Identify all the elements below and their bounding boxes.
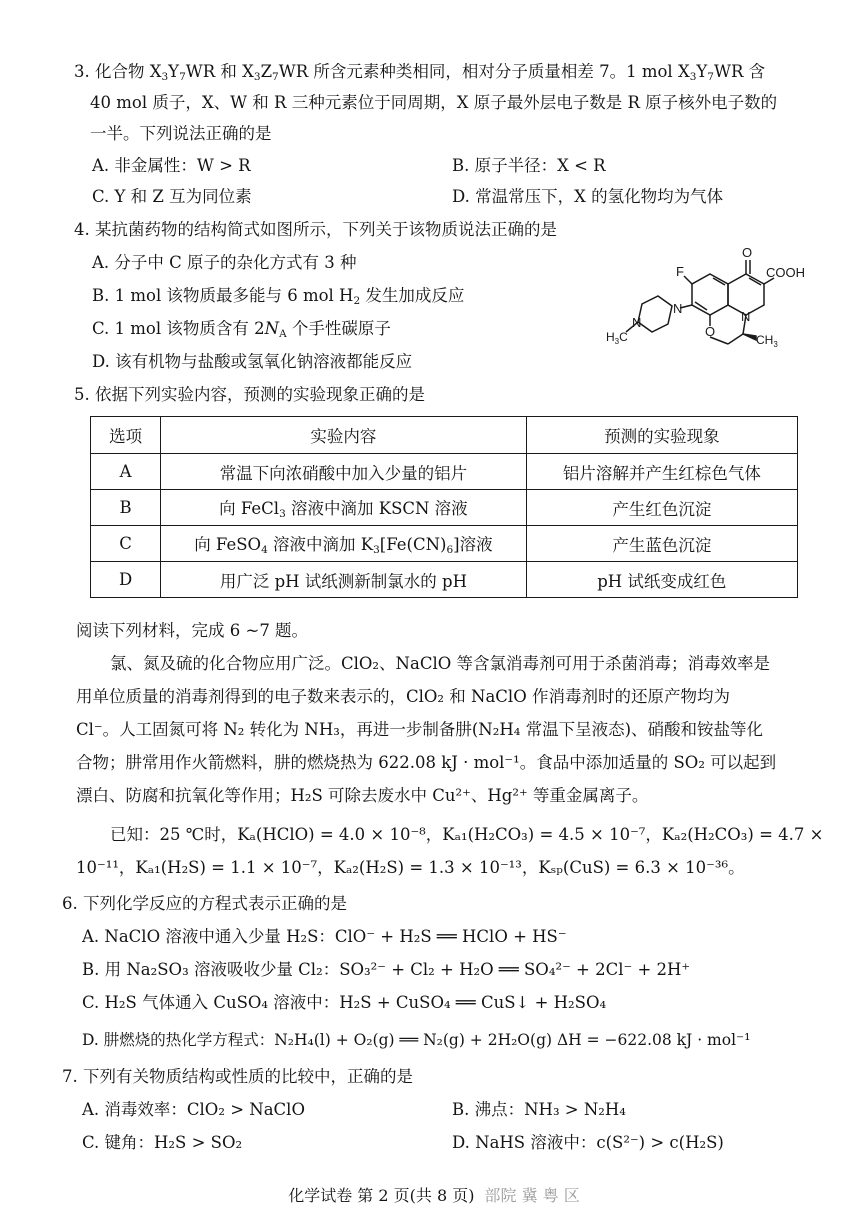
table-header-cell: 选项: [91, 417, 161, 454]
svg-text:N: N: [632, 315, 642, 330]
q4-option-b: B. 1 mol 该物质最多能与 6 mol $H_2$ 发生加成反应: [92, 286, 465, 307]
reading-constants-line: 已知：25 ℃时，Kₐ(HClO) = 4.0 × 10⁻⁸，Kₐ₁(H₂CO₃) = 4.5 × 10⁻⁷，Kₐ₂(H₂CO₃) = 4.7 ×: [110, 825, 824, 844]
q7-option-b: B. 沸点：NH₃ > N₂H₄: [452, 1100, 626, 1119]
footer-page-label: 化学试卷 第 2 页(共 8 页): [288, 1186, 475, 1205]
table-cell-content: 向 FeCl$_3$ 溶液中滴加 KSCN 溶液: [161, 490, 526, 526]
table-cell-content: 用广泛 pH 试纸测新制氯水的 pH: [161, 562, 526, 598]
q4-option-a: A. 分子中 C 原子的杂化方式有 3 种: [92, 253, 357, 272]
table-header-row: [91, 417, 798, 454]
q7-option-a: A. 消毒效率：ClO₂ > NaClO: [82, 1100, 305, 1119]
svg-text:N: N: [673, 301, 683, 316]
q7-option-c: C. 键角：H₂S > SO₂: [82, 1133, 243, 1152]
reading-paragraph-line: 漂白、防腐和抗氧化等作用；H₂S 可除去废水中 Cu²⁺、Hg²⁺ 等重金属离子。: [76, 786, 649, 805]
q3-option-b: B. 原子半径：X < R: [452, 156, 606, 175]
q3-stem-line1: 3. 化合物 $X_3Y_7WR$ 和 $X_3Z_7WR$ 所含元素种类相同，相对分子质量相差 7。1 mol $X_3Y_7WR$ 含: [74, 62, 766, 83]
q6-option-c: C. H₂S 气体通入 CuSO₄ 溶液中：H₂S + CuSO₄ ══ CuS↓ + H₂SO₄: [82, 993, 607, 1012]
svg-text:CH3: $CH_3$: [756, 333, 778, 349]
table-cell-phenomenon: 铝片溶解并产生红棕色气体: [526, 454, 797, 490]
page-footer: [0, 1183, 868, 1206]
q3-option-a: A. 非金属性：W > R: [92, 156, 251, 175]
q7-stem: 7. 下列有关物质结构或性质的比较中，正确的是: [62, 1067, 413, 1086]
q4-option-d: D. 该有机物与盐酸或氢氧化钠溶液都能反应: [92, 352, 413, 371]
q6-option-b: B. 用 Na₂SO₃ 溶液吸收少量 Cl₂：SO₃²⁻ + Cl₂ + H₂O ══ SO₄²⁻ + 2Cl⁻ + 2H⁺: [82, 960, 691, 979]
svg-text:H3C: $H_3C$: [606, 330, 628, 346]
molecule-structure: [600, 244, 810, 352]
reading-paragraph-line: 氯、氮及硫的化合物应用广泛。ClO₂、NaClO 等含氯消毒剂可用于杀菌消毒；消毒效率是: [110, 654, 770, 673]
table-row: [91, 526, 798, 562]
q4-option-c: C. 1 mol 该物质含有 $2N_A$ 个手性碳原子: [92, 319, 391, 340]
table-header-cell: 预测的实验现象: [526, 417, 797, 454]
reading-paragraph-line: 用单位质量的消毒剂得到的电子数来表示的，ClO₂ 和 NaClO 作消毒剂时的还原产物均为: [76, 687, 730, 706]
table-header-cell: 实验内容: [161, 417, 526, 454]
table-cell-content: 常温下向浓硝酸中加入少量的铝片: [161, 454, 526, 490]
q3-stem-line3: 一半。下列说法正确的是: [90, 124, 272, 143]
table-cell-option: B: [91, 490, 161, 526]
q5-experiment-table: [90, 416, 798, 598]
svg-text:O: O: [705, 324, 716, 339]
table-row: [91, 454, 798, 490]
svg-text:O: O: [742, 245, 753, 260]
q3-stem-line2: 40 mol 质子，X、W 和 R 三种元素位于同周期，X 原子最外层电子数是 R 原子核外电子数的: [90, 93, 778, 112]
table-cell-content: 向 FeSO$_4$ 溶液中滴加 $K_3[Fe(CN)_6]$溶液: [161, 526, 526, 562]
table-cell-phenomenon: 产生蓝色沉淀: [526, 526, 797, 562]
q4-stem: 4. 某抗菌药物的结构简式如图所示，下列关于该物质说法正确的是: [74, 220, 557, 239]
table-cell-phenomenon: pH 试纸变成红色: [526, 562, 797, 598]
table-row: [91, 490, 798, 526]
q7-option-d: D. NaHS 溶液中：c(S²⁻) > c(H₂S): [452, 1133, 724, 1152]
q6-option-a: A. NaClO 溶液中通入少量 H₂S：ClO⁻ + H₂S ══ HClO + HS⁻: [82, 927, 567, 946]
table-row: [91, 562, 798, 598]
q5-stem: 5. 依据下列实验内容，预测的实验现象正确的是: [74, 385, 425, 404]
reading-paragraph-line: 合物；肼常用作火箭燃料，肼的燃烧热为 622.08 kJ · mol⁻¹。食品中添加适量的 SO₂ 可以起到: [76, 753, 777, 772]
svg-text:COOH: COOH: [766, 265, 805, 280]
q3-option-d: D. 常温常压下，X 的氢化物均为气体: [452, 187, 724, 206]
table-cell-phenomenon: 产生红色沉淀: [526, 490, 797, 526]
table-cell-option: D: [91, 562, 161, 598]
q6-stem: 6. 下列化学反应的方程式表示正确的是: [62, 894, 347, 913]
watermark: 部院 冀 粤 区: [484, 1186, 580, 1205]
svg-text:F: F: [676, 264, 684, 279]
table-cell-option: A: [91, 454, 161, 490]
q6-option-d: D. 肼燃烧的热化学方程式：N₂H₄(l) + O₂(g) ══ N₂(g) + 2H₂O(g) ΔH = −622.08 kJ · mol⁻¹: [82, 1031, 751, 1049]
table-cell-option: C: [91, 526, 161, 562]
reading-constants-line: 10⁻¹¹，Kₐ₁(H₂S) = 1.1 × 10⁻⁷，Kₐ₂(H₂S) = 1.3 × 10⁻¹³，Kₛₚ(CuS) = 6.3 × 10⁻³⁶。: [76, 858, 745, 877]
svg-text:N: N: [741, 309, 751, 324]
reading-intro: 阅读下列材料，完成 6 ~7 题。: [76, 621, 309, 640]
reading-paragraph-line: Cl⁻。人工固氮可将 N₂ 转化为 NH₃，再进一步制备肼(N₂H₄ 常温下呈液态)、硝酸和铵盐等化: [76, 720, 764, 739]
q3-option-c: C. Y 和 Z 互为同位素: [92, 187, 252, 206]
